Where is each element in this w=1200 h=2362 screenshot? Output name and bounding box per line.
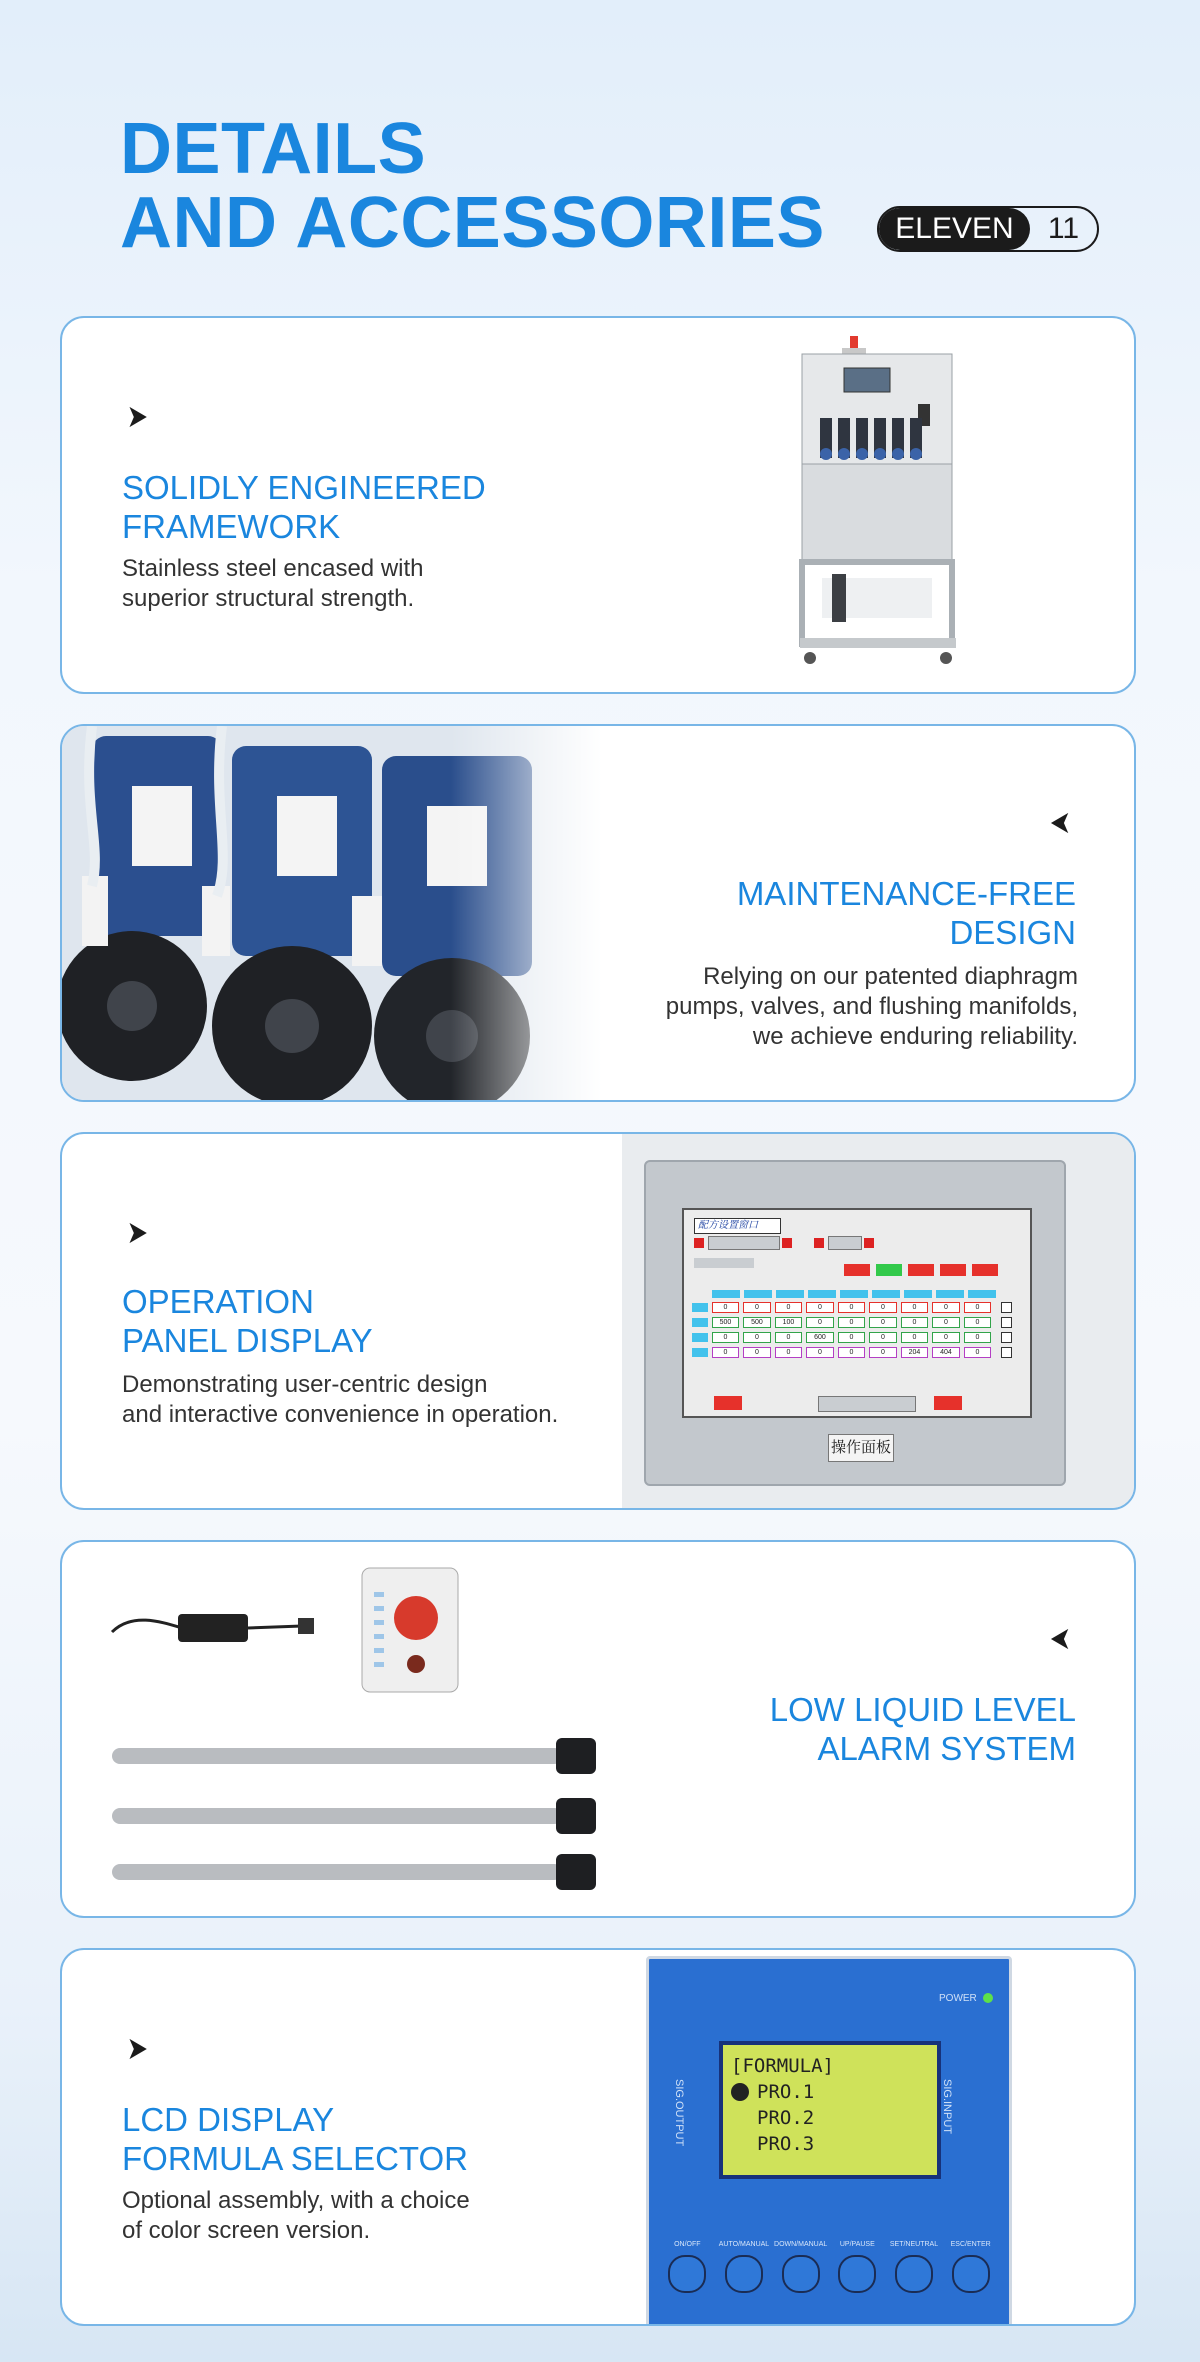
table-header-cell bbox=[776, 1290, 804, 1298]
arrow-down-icon[interactable] bbox=[694, 1238, 704, 1248]
lcd-line: PRO.1 bbox=[757, 2081, 815, 2103]
diaphragm-pumps-image bbox=[62, 726, 602, 1102]
table-header-cell bbox=[808, 1290, 836, 1298]
heading-line: FORMULA SELECTOR bbox=[122, 2140, 468, 2177]
table-cell[interactable]: 0 bbox=[838, 1347, 866, 1358]
table-cell[interactable]: 0 bbox=[901, 1317, 929, 1328]
row-checkbox[interactable] bbox=[1001, 1317, 1012, 1328]
page-title-line-2: AND ACCESSORIES bbox=[120, 183, 825, 263]
description-line: and interactive convenience in operation. bbox=[122, 1401, 559, 1428]
lcd-button-group bbox=[772, 2241, 829, 2293]
panel-screen bbox=[682, 1208, 1032, 1418]
card-operation-panel bbox=[60, 1132, 1136, 1510]
table-cell[interactable]: 0 bbox=[712, 1302, 740, 1313]
card-lcd-display bbox=[60, 1948, 1136, 2326]
chevron-right-icon: ➤ bbox=[126, 2030, 149, 2066]
row-checkbox[interactable] bbox=[1001, 1347, 1012, 1358]
lcd-round-button[interactable] bbox=[838, 2255, 876, 2293]
table-cell[interactable]: 0 bbox=[806, 1347, 834, 1358]
row-label bbox=[692, 1348, 708, 1357]
lcd-line: PRO.3 bbox=[757, 2133, 815, 2155]
cursor-icon bbox=[731, 2083, 749, 2101]
lcd-button-row bbox=[659, 2241, 999, 2311]
side-label-left: SIG.OUTPUT bbox=[673, 2079, 685, 2147]
card-description bbox=[666, 962, 1078, 1052]
card-heading bbox=[122, 468, 486, 546]
table-cell[interactable]: 204 bbox=[901, 1347, 929, 1358]
card-heading bbox=[737, 874, 1076, 952]
table-cell[interactable]: 0 bbox=[869, 1347, 897, 1358]
heading-line: LOW LIQUID LEVEL bbox=[769, 1691, 1076, 1728]
screen-button[interactable] bbox=[844, 1264, 870, 1276]
table-cell[interactable]: 0 bbox=[901, 1302, 929, 1313]
heading-line: MAINTENANCE-FREE bbox=[736, 875, 1076, 912]
card-description bbox=[122, 2186, 470, 2246]
table-cell[interactable]: 500 bbox=[712, 1317, 740, 1328]
table-row bbox=[692, 1302, 1012, 1313]
card-heading bbox=[122, 1282, 373, 1360]
screen-title: 配方设置窗口 bbox=[694, 1218, 781, 1234]
table-header-cell bbox=[840, 1290, 868, 1298]
lcd-button-label: UP/PAUSE bbox=[839, 2241, 875, 2248]
lcd-controller-image bbox=[646, 1956, 1012, 2326]
heading-line: PANEL DISPLAY bbox=[122, 1322, 373, 1359]
panel-label: 操作面板 bbox=[828, 1434, 894, 1462]
stainless-cabinet-image bbox=[762, 328, 1062, 688]
chevron-right-icon: ➤ bbox=[126, 398, 149, 434]
chevron-left-icon: ➤ bbox=[1049, 804, 1072, 840]
description-line: Relying on our patented diaphragm bbox=[703, 963, 1078, 990]
table-row bbox=[692, 1317, 1012, 1328]
table-cell[interactable]: 0 bbox=[932, 1332, 960, 1343]
formula-select[interactable] bbox=[708, 1236, 780, 1250]
table-row bbox=[692, 1332, 1012, 1343]
lcd-button-group bbox=[829, 2241, 886, 2293]
table-header-cell bbox=[872, 1290, 900, 1298]
alarm-accessories-image bbox=[102, 1562, 702, 1902]
table-cell[interactable]: 0 bbox=[743, 1302, 771, 1313]
table-cell[interactable]: 0 bbox=[964, 1347, 992, 1358]
table-cell[interactable]: 0 bbox=[869, 1317, 897, 1328]
heading-line: FRAMEWORK bbox=[122, 508, 341, 545]
lcd-button-group bbox=[659, 2241, 716, 2293]
table-cell[interactable]: 0 bbox=[838, 1302, 866, 1313]
side-label-right: SIG.INPUT bbox=[941, 2079, 953, 2135]
table-cell[interactable]: 0 bbox=[775, 1347, 803, 1358]
section-number-badge bbox=[877, 206, 1099, 252]
description-line: superior structural strength. bbox=[122, 585, 415, 612]
lcd-button-label: ON/OFF bbox=[674, 2241, 701, 2248]
table-cell[interactable]: 0 bbox=[775, 1302, 803, 1313]
row-label bbox=[692, 1303, 708, 1312]
table-cell[interactable]: 100 bbox=[775, 1317, 803, 1328]
chevron-right-icon: ➤ bbox=[126, 1214, 149, 1250]
description-line: Stainless steel encased with bbox=[122, 555, 424, 582]
table-header-cell bbox=[968, 1290, 996, 1298]
arrow-down-icon[interactable] bbox=[864, 1238, 874, 1248]
screen-button[interactable] bbox=[876, 1264, 902, 1276]
lcd-button-label: ESC/ENTER bbox=[950, 2241, 991, 2248]
number-select[interactable] bbox=[828, 1236, 862, 1250]
heading-line: SOLIDLY ENGINEERED bbox=[122, 469, 486, 506]
badge-word: ELEVEN bbox=[879, 208, 1030, 250]
table-header-row bbox=[692, 1290, 1012, 1298]
lcd-button-group bbox=[886, 2241, 943, 2293]
lcd-button-group bbox=[716, 2241, 773, 2293]
save-button[interactable] bbox=[934, 1396, 962, 1410]
lcd-button-group bbox=[942, 2241, 999, 2293]
heading-line: OPERATION bbox=[122, 1283, 314, 1320]
table-cell[interactable]: 0 bbox=[806, 1317, 834, 1328]
card-description bbox=[122, 1370, 558, 1430]
screen-button[interactable] bbox=[972, 1264, 998, 1276]
table-row bbox=[692, 1347, 1012, 1358]
table-header-cell bbox=[904, 1290, 932, 1298]
heading-line: ALARM SYSTEM bbox=[817, 1730, 1076, 1767]
table-header-cell bbox=[744, 1290, 772, 1298]
card-maintenance-free bbox=[60, 724, 1136, 1102]
table-cell[interactable]: 0 bbox=[712, 1347, 740, 1358]
lcd-round-button[interactable] bbox=[782, 2255, 820, 2293]
table-cell[interactable]: 0 bbox=[838, 1317, 866, 1328]
card-heading bbox=[122, 2100, 468, 2178]
table-cell[interactable]: 404 bbox=[932, 1347, 960, 1358]
lcd-round-button[interactable] bbox=[725, 2255, 763, 2293]
lcd-button-label: DOWN/MANUAL bbox=[774, 2241, 828, 2248]
table-header-cell bbox=[936, 1290, 964, 1298]
table-cell[interactable]: 0 bbox=[932, 1317, 960, 1328]
table-cell[interactable]: 0 bbox=[869, 1302, 897, 1313]
description-line: of color screen version. bbox=[122, 2217, 371, 2244]
lcd-text bbox=[731, 2053, 834, 2157]
table-cell[interactable]: 0 bbox=[743, 1332, 771, 1343]
screen-button[interactable] bbox=[940, 1264, 966, 1276]
table-cell[interactable]: 0 bbox=[932, 1302, 960, 1313]
card-description bbox=[122, 554, 424, 614]
table-cell[interactable]: 0 bbox=[775, 1332, 803, 1343]
description-line: pumps, valves, and flushing manifolds, bbox=[665, 993, 1078, 1020]
lcd-button-label: SET/NEUTRAL bbox=[889, 2241, 939, 2248]
row-label bbox=[692, 1333, 708, 1342]
table-cell[interactable]: 600 bbox=[806, 1332, 834, 1343]
table-cell[interactable]: 0 bbox=[806, 1302, 834, 1313]
formula-name bbox=[694, 1258, 754, 1268]
description-line: Optional assembly, with a choice bbox=[122, 2187, 470, 2214]
lcd-screen bbox=[719, 2041, 941, 2179]
lcd-button-label: AUTO/MANUAL bbox=[718, 2241, 770, 2248]
table-cell[interactable]: 0 bbox=[964, 1317, 992, 1328]
panel-bezel bbox=[644, 1160, 1066, 1486]
heading-line: DESIGN bbox=[949, 914, 1076, 951]
status-field bbox=[818, 1396, 916, 1412]
heading-line: LCD DISPLAY bbox=[122, 2101, 335, 2138]
table-cell[interactable]: 0 bbox=[712, 1332, 740, 1343]
table-cell[interactable]: 0 bbox=[901, 1332, 929, 1343]
lcd-round-button[interactable] bbox=[895, 2255, 933, 2293]
power-led-icon bbox=[983, 1993, 993, 2003]
import-button[interactable] bbox=[714, 1396, 742, 1410]
screen-table bbox=[692, 1290, 1012, 1362]
power-label: POWER bbox=[939, 1993, 977, 2004]
lcd-round-button[interactable] bbox=[952, 2255, 990, 2293]
row-label bbox=[692, 1318, 708, 1327]
lcd-line: [FORMULA] bbox=[731, 2055, 834, 2077]
badge-number: 11 bbox=[1047, 212, 1080, 245]
lcd-round-button[interactable] bbox=[668, 2255, 706, 2293]
arrow-up-icon[interactable] bbox=[814, 1238, 824, 1248]
card-heading bbox=[770, 1690, 1076, 1768]
operation-panel-image bbox=[622, 1134, 1136, 1510]
table-cell[interactable]: 0 bbox=[869, 1332, 897, 1343]
description-line: we achieve enduring reliability. bbox=[752, 1023, 1078, 1050]
table-cell[interactable]: 0 bbox=[743, 1347, 771, 1358]
row-checkbox[interactable] bbox=[1001, 1332, 1012, 1343]
table-cell[interactable]: 500 bbox=[743, 1317, 771, 1328]
table-cell[interactable]: 0 bbox=[838, 1332, 866, 1343]
description-line: Demonstrating user-centric design bbox=[122, 1371, 488, 1398]
table-cell[interactable]: 0 bbox=[964, 1332, 992, 1343]
arrow-down-icon[interactable] bbox=[782, 1238, 792, 1248]
card-low-level-alarm bbox=[60, 1540, 1136, 1918]
lcd-line: PRO.2 bbox=[757, 2107, 815, 2129]
card-framework bbox=[60, 316, 1136, 694]
table-header-cell bbox=[712, 1290, 740, 1298]
chevron-left-icon: ➤ bbox=[1049, 1620, 1072, 1656]
table-cell[interactable]: 0 bbox=[964, 1302, 992, 1313]
page-title bbox=[120, 109, 825, 263]
row-checkbox[interactable] bbox=[1001, 1302, 1012, 1313]
screen-button[interactable] bbox=[908, 1264, 934, 1276]
page-title-line-1: DETAILS bbox=[120, 109, 427, 189]
